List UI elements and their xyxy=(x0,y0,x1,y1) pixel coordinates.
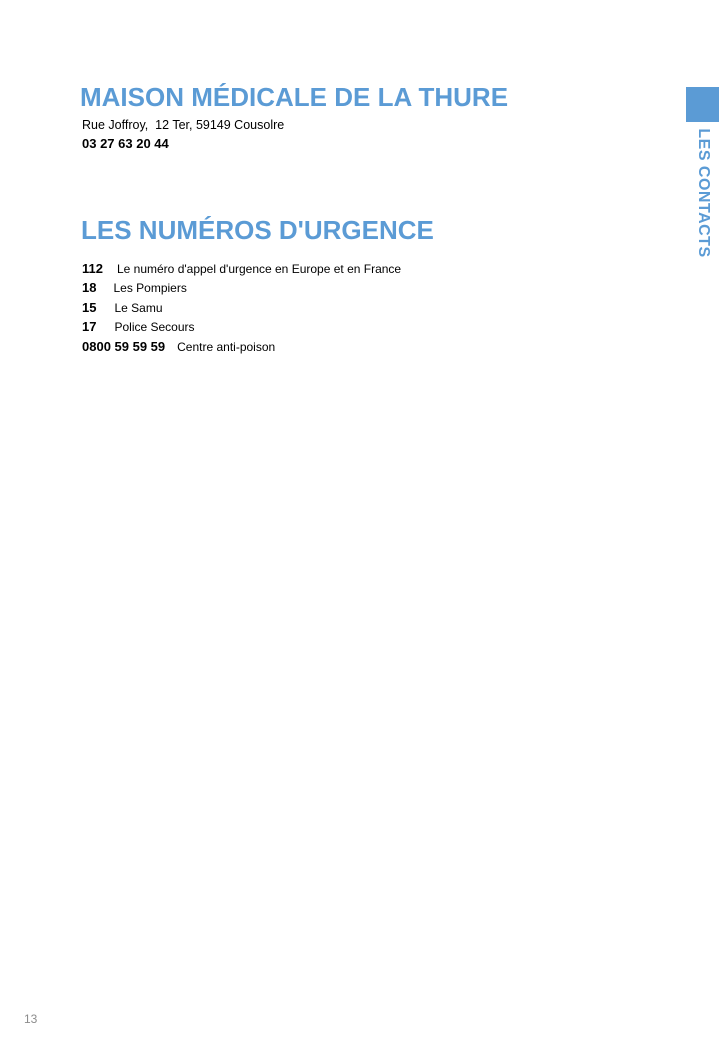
section-side-label: LES CONTACTS xyxy=(695,128,712,258)
clinic-address: Rue Joffroy, 12 Ter, 59149 Cousolre xyxy=(82,118,285,132)
clinic-phone: 03 27 63 20 44 xyxy=(82,136,169,151)
page-number: 13 xyxy=(24,1012,38,1026)
emergency-label: Les Pompiers xyxy=(113,281,187,296)
emergency-label: Centre anti-poison xyxy=(177,339,276,354)
emergency-number: 18 xyxy=(82,280,97,296)
emergency-number: 15 xyxy=(82,299,97,315)
emergency-label: Le Samu xyxy=(114,300,163,315)
emergency-item-17 xyxy=(82,319,401,338)
emergency-item-18 xyxy=(82,280,401,299)
emergency-numbers-title: LES NUMÉROS D'URGENCE xyxy=(81,215,434,245)
emergency-label: Police Secours xyxy=(114,320,195,335)
emergency-item-anti-poison xyxy=(82,339,401,358)
clinic-title: MAISON MÉDICALE DE LA THURE xyxy=(80,82,509,112)
emergency-number: 17 xyxy=(82,319,97,335)
emergency-item-15 xyxy=(82,300,401,319)
emergency-item-112 xyxy=(82,261,401,280)
emergency-number: 112 xyxy=(82,261,103,276)
emergency-numbers-list xyxy=(82,261,401,358)
section-marker-block xyxy=(686,87,719,122)
emergency-number: 0800 59 59 59 xyxy=(82,338,166,354)
emergency-label: Le numéro d'appel d'urgence en Europe et en France xyxy=(116,262,402,276)
